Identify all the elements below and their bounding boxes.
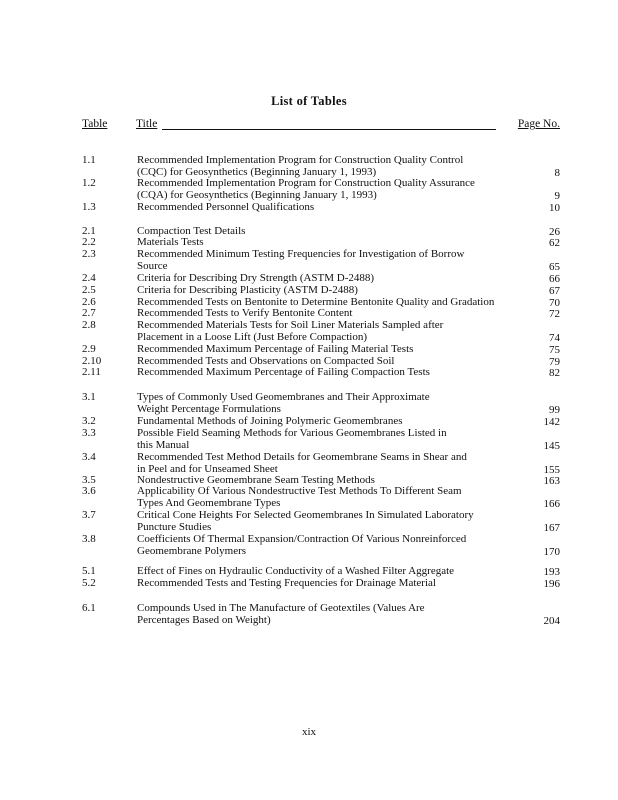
table-title xyxy=(137,452,525,475)
table-number: 1.1 xyxy=(82,154,96,166)
table-title-line: Puncture Studies xyxy=(137,520,212,533)
column-header-title: Title xyxy=(136,118,158,130)
table-title-line: (CQA) for Geosynthetics (Beginning January 1, 1993) xyxy=(137,188,377,201)
table-title-line: Recommended Tests on Bentonite to Determine Bentonite Quality and Gradation xyxy=(137,296,495,308)
table-page-number: 10 xyxy=(549,202,560,214)
page-title: List of Tables xyxy=(271,94,347,108)
table-title-line: Compaction Test Details xyxy=(137,225,246,237)
table-page-number: 155 xyxy=(543,463,560,476)
table-number: 2.8 xyxy=(82,319,96,331)
table-title xyxy=(137,273,525,285)
table-number: 2.9 xyxy=(82,343,96,355)
table-title-line: in Peel and for Unseamed Sheet xyxy=(137,462,278,475)
table-title-line: Effect of Fines on Hydraulic Conductivity of a Washed Filter Aggregate xyxy=(137,565,455,577)
table-title-line: Recommended Minimum Testing Frequencies for Investigation of Borrow xyxy=(137,248,465,260)
table-title xyxy=(137,237,525,249)
table-number: 3.6 xyxy=(82,485,96,497)
table-title xyxy=(137,416,525,428)
table-title-line: Percentages Based on Weight) xyxy=(137,613,271,626)
table-number: 1.2 xyxy=(82,177,96,189)
table-page-number: 166 xyxy=(543,497,560,510)
table-title xyxy=(137,392,525,415)
table-page-number: 204 xyxy=(543,614,560,627)
table-title-line: Recommended Test Method Details for Geomembrane Seams in Shear and xyxy=(137,451,467,463)
table-page-number: 142 xyxy=(543,416,560,428)
table-number: 5.2 xyxy=(82,577,96,589)
table-title-line: Recommended Tests to Verify Bentonite Content xyxy=(137,307,353,319)
table-title-line: Recommended Maximum Percentage of Failing Compaction Tests xyxy=(137,366,430,378)
table-number: 2.5 xyxy=(82,284,96,296)
table-title-line: this Manual xyxy=(137,438,190,451)
table-title-line: Geomembrane Polymers xyxy=(137,544,247,557)
table-number: 5.1 xyxy=(82,565,96,577)
table-title-line: Critical Cone Heights For Selected Geomembranes In Simulated Laboratory xyxy=(137,509,474,521)
table-number: 2.6 xyxy=(82,296,96,308)
table-title xyxy=(137,566,525,578)
table-page-number: 79 xyxy=(549,356,560,368)
table-title xyxy=(137,367,525,379)
table-title-line: Placement in a Loose Lift (Just Before Compaction) xyxy=(137,330,368,343)
table-title-line: Recommended Materials Tests for Soil Liner Materials Sampled after xyxy=(137,319,444,331)
table-page-number: 72 xyxy=(549,308,560,320)
table-number: 3.1 xyxy=(82,391,96,403)
table-number: 3.5 xyxy=(82,474,96,486)
table-title-line: Recommended Implementation Program for Construction Quality Control xyxy=(137,154,464,166)
table-page-number: 163 xyxy=(543,475,560,487)
table-title xyxy=(137,285,525,297)
table-number: 3.8 xyxy=(82,533,96,545)
table-title-line: Weight Percentage Formulations xyxy=(137,402,281,415)
page-number: xix xyxy=(301,726,317,738)
column-header-table: Table xyxy=(82,118,108,130)
table-title xyxy=(137,308,525,320)
table-title xyxy=(137,510,525,533)
table-number: 2.11 xyxy=(82,366,101,378)
table-title-line: Applicability Of Various Nondestructive Test Methods To Different Seam xyxy=(137,485,462,497)
table-title xyxy=(137,344,525,356)
table-title-line: Fundamental Methods of Joining Polymeric Geomembranes xyxy=(137,415,403,427)
table-title xyxy=(137,534,525,557)
table-page-number: 62 xyxy=(549,237,560,249)
table-title xyxy=(137,578,525,590)
table-title xyxy=(137,202,525,214)
table-page-number: 99 xyxy=(549,403,560,416)
table-title xyxy=(137,178,525,201)
table-number: 3.4 xyxy=(82,451,96,463)
table-page-number: 196 xyxy=(543,578,560,590)
table-title-line: Materials Tests xyxy=(137,236,204,248)
table-number: 3.3 xyxy=(82,427,96,439)
table-number: 2.1 xyxy=(82,225,96,237)
table-title-line: Possible Field Seaming Methods for Various Geomembranes Listed in xyxy=(137,427,447,439)
table-title-line: Source xyxy=(137,259,168,272)
table-title xyxy=(137,486,525,509)
table-title xyxy=(137,603,525,626)
table-title-line: Coefficients Of Thermal Expansion/Contraction Of Various Nonreinforced xyxy=(137,533,467,545)
table-title-line: (CQC) for Geosynthetics (Beginning January 1, 1993) xyxy=(137,165,377,178)
table-page-number: 167 xyxy=(543,521,560,534)
column-header-page: Page No. xyxy=(517,118,560,130)
table-number: 2.10 xyxy=(82,355,102,367)
table-title-line: Recommended Tests and Testing Frequencies for Drainage Material xyxy=(137,577,436,589)
table-number: 2.3 xyxy=(82,248,96,260)
table-page-number: 9 xyxy=(554,189,560,202)
table-page-number: 26 xyxy=(549,226,560,238)
table-title-line: Criteria for Describing Dry Strength (ASTM D-2488) xyxy=(137,272,375,284)
table-number: 2.7 xyxy=(82,307,96,319)
table-page-number: 66 xyxy=(549,273,560,285)
table-number: 2.2 xyxy=(82,236,96,248)
table-page-number: 70 xyxy=(549,297,560,309)
table-title-line: Recommended Implementation Program for Construction Quality Assurance xyxy=(137,177,475,189)
table-page-number: 145 xyxy=(543,439,560,452)
table-page-number: 67 xyxy=(549,285,560,297)
table-title-line: Recommended Tests and Observations on Compacted Soil xyxy=(137,355,395,367)
table-page-number: 8 xyxy=(554,166,560,179)
table-title-line: Nondestructive Geomembrane Seam Testing Methods xyxy=(137,474,375,486)
table-number: 1.3 xyxy=(82,201,96,213)
table-title-line: Types And Geomembrane Types xyxy=(137,496,281,509)
table-page-number: 74 xyxy=(549,331,560,344)
table-number: 6.1 xyxy=(82,602,96,614)
table-number: 3.7 xyxy=(82,509,96,521)
table-title xyxy=(137,249,525,272)
table-page-number: 170 xyxy=(543,545,560,558)
table-page-number: 75 xyxy=(549,344,560,356)
table-number: 2.4 xyxy=(82,272,96,284)
table-title-line: Types of Commonly Used Geomembranes and Their Approximate xyxy=(137,391,430,403)
table-title xyxy=(137,428,525,451)
table-title-line: Recommended Personnel Qualifications xyxy=(137,201,315,213)
table-page-number: 193 xyxy=(543,566,560,578)
table-number: 3.2 xyxy=(82,415,96,427)
title-underline-rule xyxy=(162,129,496,130)
table-title xyxy=(137,155,525,178)
table-title-line: Compounds Used in The Manufacture of Geotextiles (Values Are xyxy=(137,602,425,614)
table-title xyxy=(137,320,525,343)
table-page-number: 65 xyxy=(549,260,560,273)
table-title-line: Recommended Maximum Percentage of Failing Material Tests xyxy=(137,343,414,355)
table-title-line: Criteria for Describing Plasticity (ASTM D-2488) xyxy=(137,284,358,296)
table-page-number: 82 xyxy=(549,367,560,379)
